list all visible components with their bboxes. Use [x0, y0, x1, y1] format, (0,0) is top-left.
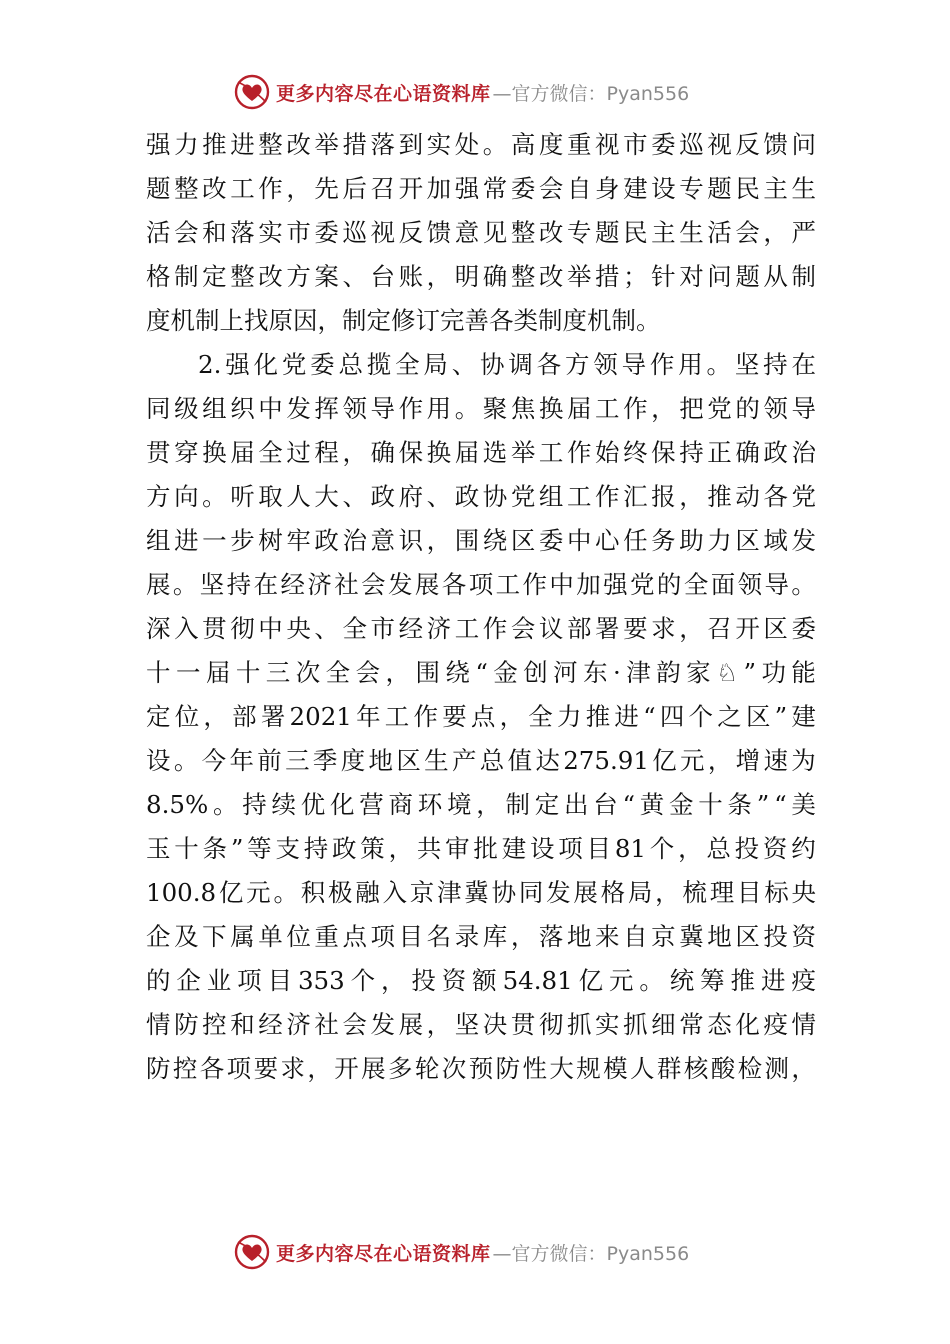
document-body — [146, 123, 816, 1091]
text-line: 贯 穿 换 届 全 过 程 ， 确 保 换 届 选 举 工 作 始 终 保 持 正 确 政 治 — [146, 438, 816, 467]
text-line: 方 向 。 听 取 人 大 、 政 府 、 政 协 党 组 工 作 汇 报 ， 推 动 各 党 — [146, 482, 816, 511]
footer-brand-text: 更多内容尽在心语资料库 — [276, 1242, 491, 1265]
text-line-paragraph-start: 2. 强 化 党 委 总 揽 全 局 、 协 调 各 方 领 导 作 用 。 坚 持 在 — [198, 350, 816, 379]
text-line: 8.5% 。 持 续 优 化 营 商 环 境 ， 制 定 出 台 “ 黄 金 十 条 ” “ 美 — [146, 790, 816, 819]
text-line: 定 位 ， 部 署 2021 年 工 作 要 点 ， 全 力 推 进 “ 四 个 之 区 ” 建 — [146, 702, 816, 731]
footer-contact-text: —官方微信：Pyan556 — [492, 1242, 690, 1265]
heart-logo-icon — [232, 72, 272, 112]
footer-watermark — [232, 1232, 689, 1272]
text-line: 活 会 和 落 实 市 委 巡 视 反 馈 意 见 整 改 专 题 民 主 生 活 会 ， 严 — [146, 218, 816, 247]
text-line: 100.8 亿 元 。 积 极 融 入 京 津 冀 协 同 发 展 格 局 ， 梳 理 目 标 央 — [146, 878, 816, 907]
header-brand-text: 更多内容尽在心语资料库 — [276, 82, 491, 105]
text-line: 十 一 届 十 三 次 全 会 ， 围 绕 “ 金 创 河 东 · 津 韵 家 ♘ ” 功 能 — [146, 658, 816, 687]
text-line: 格 制 定 整 改 方 案 、 台 账 ， 明 确 整 改 举 措 ； 针 对 问 题 从 制 — [146, 262, 816, 291]
text-line: 展 。 坚 持 在 经 济 社 会 发 展 各 项 工 作 中 加 强 党 的 全 面 领 导 。 — [146, 570, 816, 599]
heart-logo-icon — [232, 1232, 272, 1272]
text-line: 度机制上找原因，制定修订完善各类制度机制。 — [146, 306, 661, 335]
text-line: 强 力 推 进 整 改 举 措 落 到 实 处 。 高 度 重 视 市 委 巡 视 反 馈 问 — [146, 130, 816, 159]
text-line: 的 企 业 项 目 353 个 ， 投 资 额 54.81 亿 元 。 统 筹 推 进 疫 — [146, 966, 816, 995]
text-line: 深 入 贯 彻 中 央 、 全 市 经 济 工 作 会 议 部 署 要 求 ， 召 开 区 委 — [146, 614, 816, 643]
text-line: 玉 十 条 ” 等 支 持 政 策 ， 共 审 批 建 设 项 目 81 个 ， 总 投 资 约 — [146, 834, 816, 863]
header-watermark — [232, 72, 689, 112]
text-line: 题 整 改 工 作 ， 先 后 召 开 加 强 常 委 会 自 身 建 设 专 题 民 主 生 — [146, 174, 816, 203]
text-line: 防 控 各 项 要 求 ， 开 展 多 轮 次 预 防 性 大 规 模 人 群 核 酸 检 测 ， — [146, 1054, 816, 1083]
text-line: 同 级 组 织 中 发 挥 领 导 作 用 。 聚 焦 换 届 工 作 ， 把 党 的 领 导 — [146, 394, 816, 423]
text-line: 情 防 控 和 经 济 社 会 发 展 ， 坚 决 贯 彻 抓 实 抓 细 常 态 化 疫 情 — [146, 1010, 816, 1039]
text-line: 设 。 今 年 前 三 季 度 地 区 生 产 总 值 达 275.91 亿 元 ， 增 速 为 — [146, 746, 816, 775]
header-contact-text: —官方微信：Pyan556 — [492, 82, 690, 105]
text-line: 组 进 一 步 树 牢 政 治 意 识 ， 围 绕 区 委 中 心 任 务 助 力 区 域 发 — [146, 526, 816, 555]
text-line: 企 及 下 属 单 位 重 点 项 目 名 录 库 ， 落 地 来 自 京 冀 地 区 投 资 — [146, 922, 816, 951]
